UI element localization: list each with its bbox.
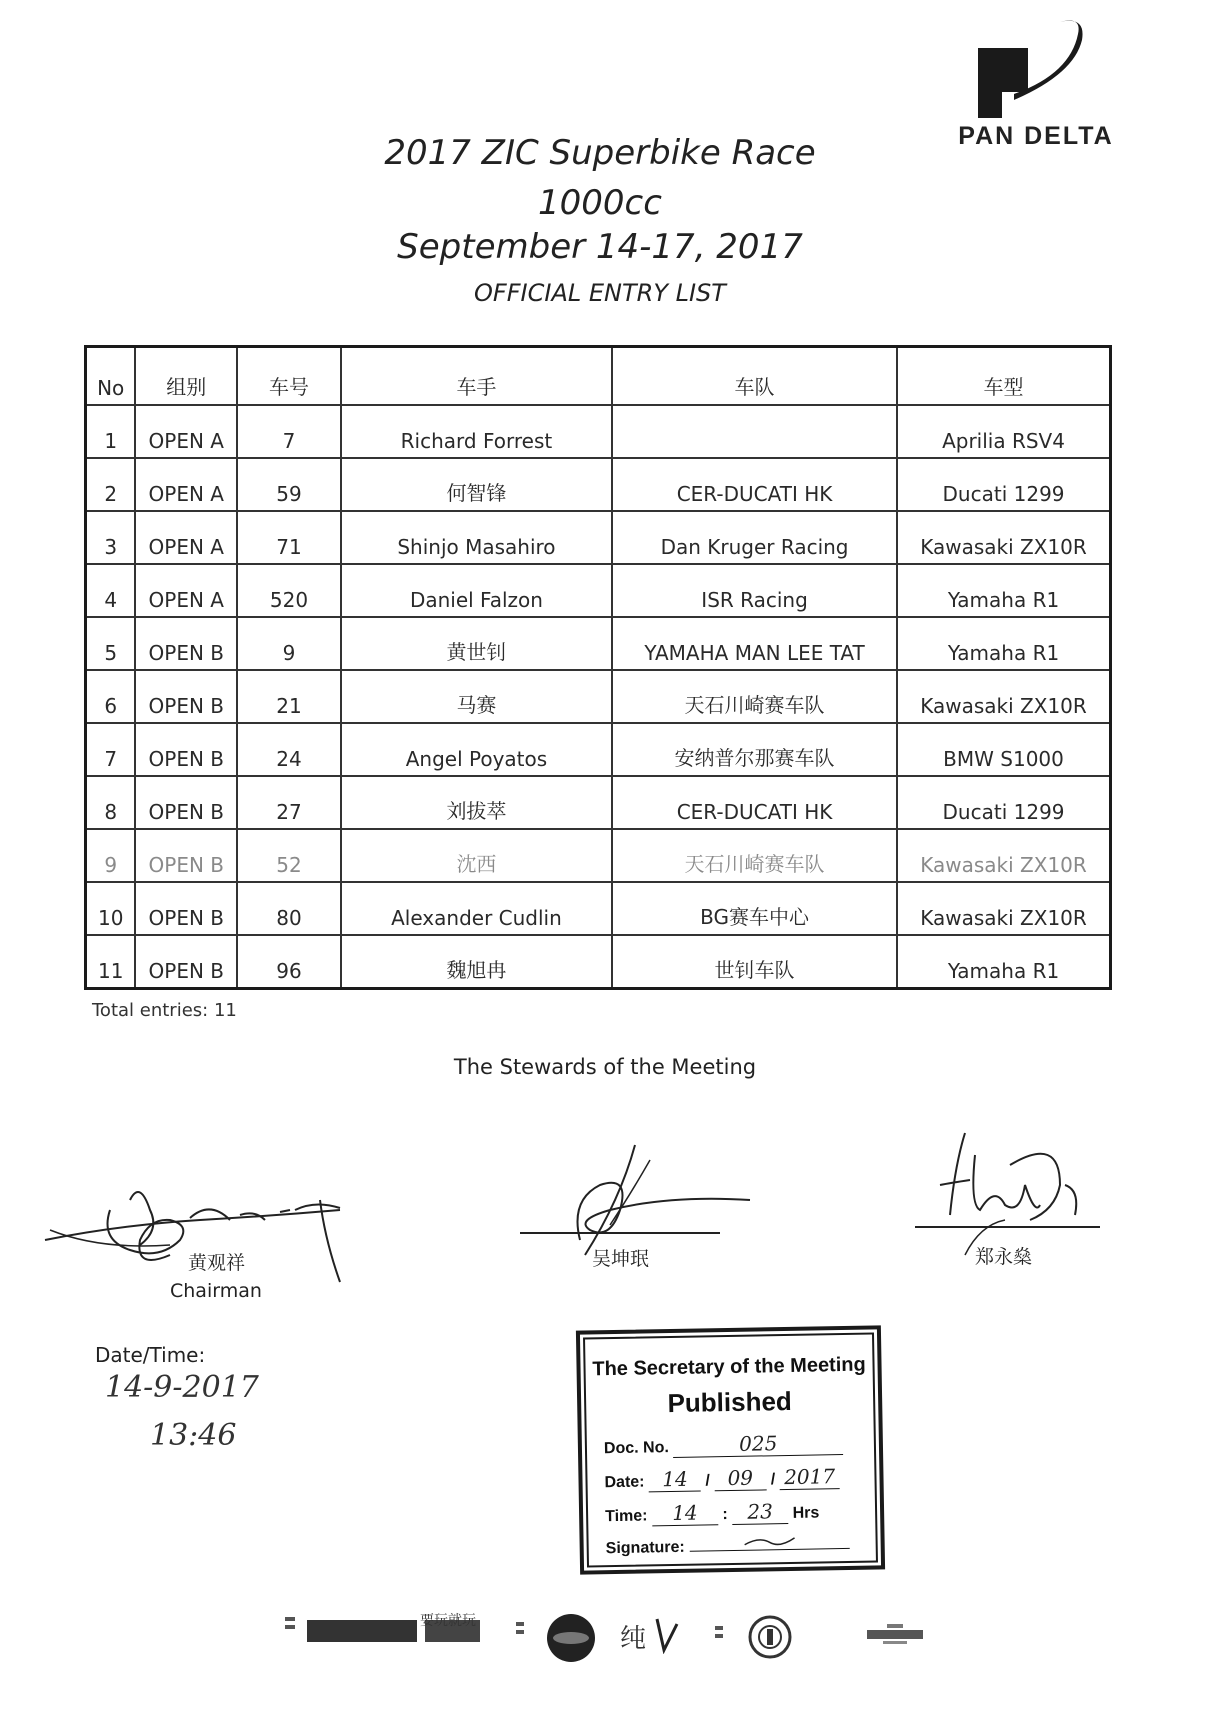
table-row <box>86 935 1111 989</box>
header-bike-number: 车号 <box>237 347 341 406</box>
header-team: 车队 <box>612 347 897 406</box>
cell-bike-number: 71 <box>237 511 341 564</box>
table-row <box>86 405 1111 458</box>
cell-no: 1 <box>86 405 136 458</box>
table-row <box>86 458 1111 511</box>
cell-bike-number: 80 <box>237 882 341 935</box>
total-entries: Total entries: 11 <box>92 1000 237 1021</box>
cell-rider: Angel Poyatos <box>341 723 612 776</box>
stamp-published: Published <box>667 1385 793 1419</box>
cell-rider: 魏旭冉 <box>341 935 612 989</box>
cell-team: 天石川崎赛车队 <box>612 670 897 723</box>
cell-no: 3 <box>86 511 136 564</box>
page-title: 2017 ZIC Superbike Race <box>384 133 816 173</box>
date-time-label: Date/Time: <box>95 1343 206 1367</box>
steward-3-name: 郑永燊 <box>975 1246 1033 1268</box>
cell-rider: Alexander Cudlin <box>341 882 612 935</box>
cell-no: 5 <box>86 617 136 670</box>
cell-bike-model: Ducati 1299 <box>897 776 1110 829</box>
cell-rider: 刘拔萃 <box>341 776 612 829</box>
cell-bike-model: Aprilia RSV4 <box>897 405 1110 458</box>
cell-bike-number: 21 <box>237 670 341 723</box>
stamp-time-label: Time: <box>604 1507 648 1526</box>
stamp-date-row: Date: 14 / 09 / 2017 <box>604 1464 840 1493</box>
table-row <box>86 776 1111 829</box>
cell-team <box>612 405 897 458</box>
sponsor-pure-logo: 纯 <box>620 1624 647 1654</box>
cell-group: OPEN B <box>135 670 237 723</box>
cell-team: 安纳普尔那赛车队 <box>612 723 897 776</box>
cell-bike-model: BMW S1000 <box>897 723 1110 776</box>
stamp-signature-line <box>689 1530 849 1552</box>
document-type: OFFICIAL ENTRY LIST <box>474 279 726 307</box>
cell-bike-number: 96 <box>237 935 341 989</box>
cell-bike-number: 7 <box>237 405 341 458</box>
cell-team: CER-DUCATI HK <box>612 458 897 511</box>
cell-group: OPEN A <box>135 511 237 564</box>
cell-group: OPEN B <box>135 882 237 935</box>
stamp-hrs-label: Hrs <box>792 1504 820 1522</box>
cell-group: OPEN A <box>135 405 237 458</box>
header-rider: 车手 <box>341 347 612 406</box>
entry-table <box>84 345 1112 990</box>
cell-group: OPEN A <box>135 458 237 511</box>
cell-group: OPEN B <box>135 935 237 989</box>
cell-rider: 何智锋 <box>341 458 612 511</box>
cell-bike-model: Ducati 1299 <box>897 458 1110 511</box>
cell-bike-number: 24 <box>237 723 341 776</box>
sponsor-nescafe-logo-icon <box>516 1612 596 1664</box>
header-no: No <box>86 347 136 406</box>
stamp-doc-number: 025 <box>673 1430 843 1458</box>
cell-group: OPEN B <box>135 617 237 670</box>
table-row <box>86 564 1111 617</box>
cell-rider: Daniel Falzon <box>341 564 612 617</box>
header-bike-model: 车型 <box>897 347 1110 406</box>
cell-bike-number: 9 <box>237 617 341 670</box>
cell-bike-number: 52 <box>237 829 341 882</box>
cell-team: YAMAHA MAN LEE TAT <box>612 617 897 670</box>
stamp-time-row: Time: 14 : 23 Hrs <box>604 1499 820 1526</box>
cell-no: 8 <box>86 776 136 829</box>
cell-no: 7 <box>86 723 136 776</box>
table-row <box>86 617 1111 670</box>
sponsor-pure-mark-icon <box>652 1614 682 1654</box>
stamp-date-label: Date: <box>604 1473 645 1492</box>
stamp-title: The Secretary of the Meeting <box>592 1353 866 1381</box>
cell-rider: 沈西 <box>341 829 612 882</box>
time-value: 13:46 <box>150 1418 237 1453</box>
cell-no: 2 <box>86 458 136 511</box>
page-subtitle: 1000cc <box>538 183 662 223</box>
cell-group: OPEN B <box>135 723 237 776</box>
cell-group: OPEN B <box>135 776 237 829</box>
cell-no: 10 <box>86 882 136 935</box>
stamp-signature-icon <box>739 1534 799 1551</box>
stamp-time-hours: 14 <box>652 1500 718 1526</box>
table-header-row <box>86 347 1111 406</box>
header-group: 组别 <box>135 347 237 406</box>
cell-no: 6 <box>86 670 136 723</box>
event-dates: September 14-17, 2017 <box>397 227 803 267</box>
stamp-date-month: 09 <box>714 1465 766 1491</box>
cell-rider: Shinjo Masahiro <box>341 511 612 564</box>
sponsor-small-logo-icon <box>865 1622 925 1648</box>
date-value: 14-9-2017 <box>105 1370 259 1405</box>
table-row <box>86 511 1111 564</box>
stamp-signature-row <box>605 1530 849 1558</box>
stamp-doc-row <box>604 1430 844 1459</box>
cell-no: 9 <box>86 829 136 882</box>
cell-bike-model: Kawasaki ZX10R <box>897 829 1110 882</box>
steward-2-name: 吴坤珉 <box>592 1248 650 1270</box>
sponsor-emblem-logo-icon <box>715 1612 800 1662</box>
cell-bike-model: Kawasaki ZX10R <box>897 670 1110 723</box>
cell-team: 世钊车队 <box>612 935 897 989</box>
cell-team: BG赛车中心 <box>612 882 897 935</box>
chairman-role: Chairman <box>170 1280 262 1302</box>
stamp-date-day: 14 <box>649 1467 701 1493</box>
stamp-doc-label: Doc. No. <box>603 1439 669 1458</box>
cell-bike-model: Kawasaki ZX10R <box>897 882 1110 935</box>
cell-bike-model: Kawasaki ZX10R <box>897 511 1110 564</box>
cell-team: ISR Racing <box>612 564 897 617</box>
cell-group: OPEN A <box>135 564 237 617</box>
table-row <box>86 829 1111 882</box>
cell-team: 天石川崎赛车队 <box>612 829 897 882</box>
cell-bike-number: 27 <box>237 776 341 829</box>
stamp-time-minutes: 23 <box>732 1499 788 1525</box>
cell-group: OPEN B <box>135 829 237 882</box>
stamp-signature-label: Signature: <box>605 1538 685 1558</box>
cell-bike-model: Yamaha R1 <box>897 935 1110 989</box>
cell-team: CER-DUCATI HK <box>612 776 897 829</box>
sponsor-slogan: 要玩就玩 <box>420 1613 476 1629</box>
stamp-date-year: 2017 <box>779 1464 839 1490</box>
cell-no: 11 <box>86 935 136 989</box>
cell-rider: Richard Forrest <box>341 405 612 458</box>
table-row <box>86 670 1111 723</box>
chairman-name: 黄观祥 <box>188 1252 246 1274</box>
cell-bike-model: Yamaha R1 <box>897 564 1110 617</box>
cell-no: 4 <box>86 564 136 617</box>
cell-bike-model: Yamaha R1 <box>897 617 1110 670</box>
cell-bike-number: 520 <box>237 564 341 617</box>
stewards-heading: The Stewards of the Meeting <box>453 1055 757 1079</box>
logo-text: PAN DELTA <box>958 122 1114 150</box>
secretary-stamp <box>576 1325 885 1574</box>
table-row <box>86 723 1111 776</box>
cell-team: Dan Kruger Racing <box>612 511 897 564</box>
table-row <box>86 882 1111 935</box>
cell-bike-number: 59 <box>237 458 341 511</box>
cell-rider: 马赛 <box>341 670 612 723</box>
cell-rider: 黄世钊 <box>341 617 612 670</box>
